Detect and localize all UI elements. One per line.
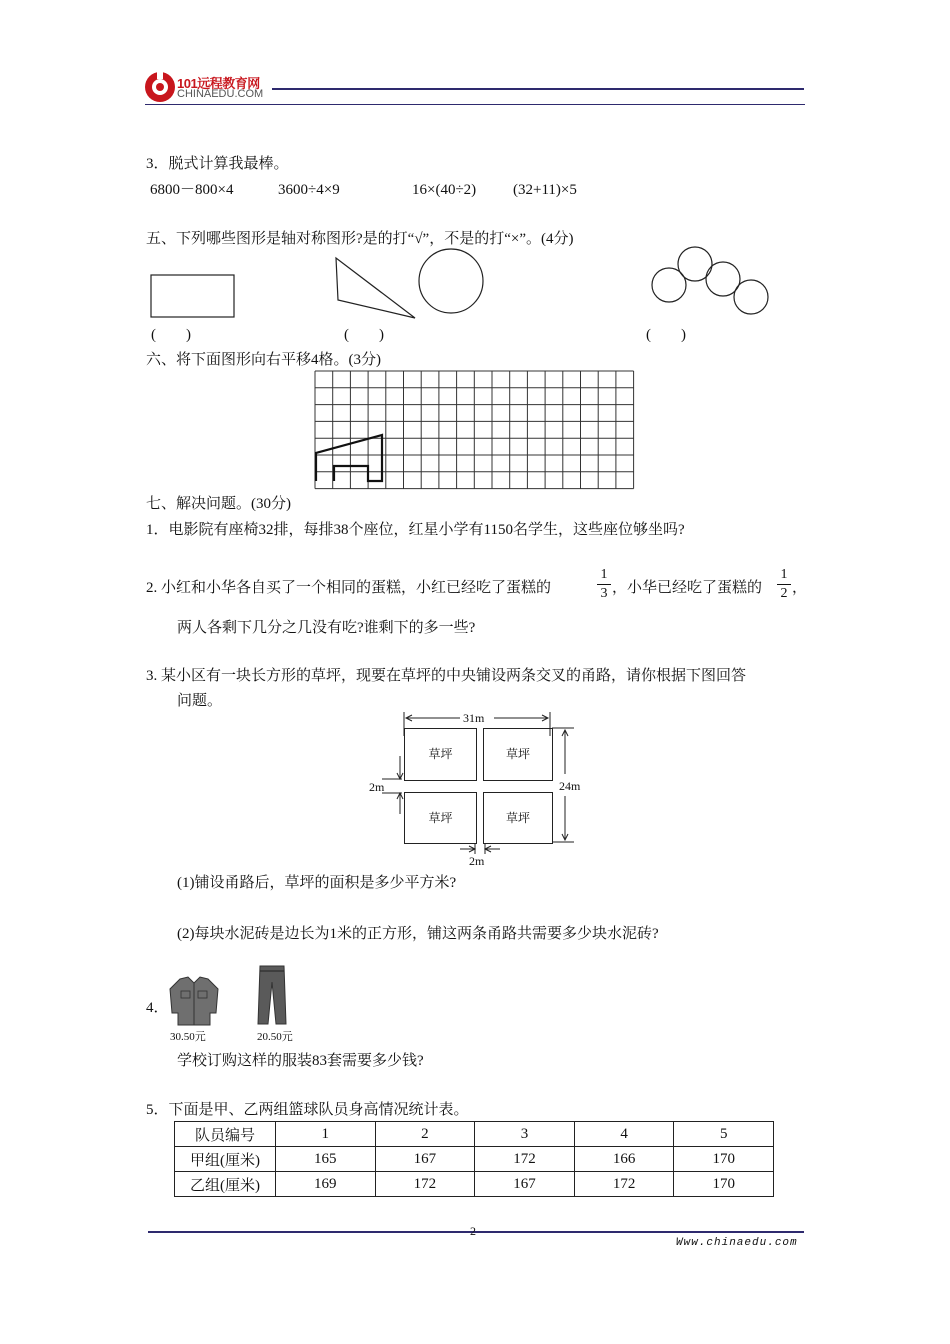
fraction-denominator: 3 [600,586,608,601]
fraction-numerator: 1 [780,567,788,582]
table-cell: 2 [375,1122,475,1147]
table-cell: 170 [674,1172,774,1197]
pants-icon [255,964,289,1026]
page-number: 2 [470,1224,476,1238]
table-cell: 队员编号 [175,1122,276,1147]
table-cell: 4 [574,1122,674,1147]
header-rule [272,88,804,90]
table-row [175,1147,774,1172]
question-3-sub-1: (1)铺设甬路后，草坪的面积是多少平方米? [177,875,457,891]
triangle-shape [336,258,415,318]
question-5-title: 5．下面是甲、乙两组篮球队员身高情况统计表。 [146,1102,469,1118]
question-2-part-c: ， [792,580,808,596]
rings-shape [652,247,768,314]
sec5-title: 五、下列哪些图形是轴对称图形?是的打“√”，不是的打“×”。(4分) [146,231,574,247]
answer-blank-2[interactable]: ( ) [344,327,384,343]
lawn-cell-bottom-right: 草坪 [483,792,553,844]
road-width-left-label: 2m [369,780,385,794]
grid-figure [316,435,382,481]
table-cell: 172 [574,1172,674,1197]
height-stats-table [174,1121,774,1197]
fraction-numerator: 1 [600,567,608,582]
lawn-cell-top-right: 草坪 [483,728,553,781]
fraction-denominator: 2 [780,586,788,601]
table-cell: 3 [475,1122,575,1147]
table-cell: 172 [475,1147,575,1172]
expr-1: 6800－800×4 [150,182,234,198]
sec3-title: 3．脱式计算我最棒。 [146,156,289,172]
logo-text-cn: 101远程教育网 [177,76,260,91]
footer-url: Www.chinaedu.com [676,1237,798,1249]
table-row [175,1172,774,1197]
jacket-icon [166,975,222,1027]
table-cell: 1 [276,1122,376,1147]
question-4-number: 4． [146,1000,169,1016]
pants-price: 20.50元 [257,1031,293,1043]
lawn-height-label: 24m [559,779,581,793]
question-3-sub-2: (2)每块水泥砖是边长为1米的正方形，铺这两条甬路共需要多少块水泥砖? [177,926,659,942]
expr-4: (32+11)×5 [513,182,577,198]
question-1: 1．电影院有座椅32排，每排38个座位，红星小学有1150名学生，这些座位够坐吗? [146,522,685,538]
table-cell: 乙组(厘米) [175,1172,276,1197]
lawn-cell-bottom-left: 草坪 [404,792,477,844]
question-2-part-a: 2. 小红和小华各自买了一个相同的蛋糕，小红已经吃了蛋糕的 [146,580,552,596]
question-2-part-b: ，小华已经吃了蛋糕的 [612,580,763,596]
table-cell: 169 [276,1172,376,1197]
lawn-width-label: 31m [463,711,485,725]
table-cell: 甲组(厘米) [175,1147,276,1172]
rectangle-shape [151,275,234,317]
table-cell: 167 [475,1172,575,1197]
header-rule-thin [145,104,805,105]
sec6-title: 六、将下面图形向右平移4格。(3分) [146,352,381,368]
table-cell: 165 [276,1147,376,1172]
table-cell: 167 [375,1147,475,1172]
logo-icon [143,70,177,104]
circle-shape [419,249,483,313]
lawn-diagram [360,706,600,866]
answer-blank-3[interactable]: ( ) [646,327,686,343]
sec7-title: 七、解决问题。(30分) [146,496,291,512]
jacket-price: 30.50元 [170,1031,206,1043]
fraction-bar [777,584,791,585]
fraction-one-third [597,567,611,602]
table-cell: 172 [375,1172,475,1197]
lawn-cell-top-left: 草坪 [404,728,477,781]
expr-2: 3600÷4×9 [278,182,340,198]
question-2-line-2: 两人各剩下几分之几没有吃?谁剩下的多一些? [177,620,476,636]
question-3-line-1: 3. 某小区有一块长方形的草坪，现要在草坪的中央铺设两条交叉的甬路，请你根据下图回答 [146,668,747,684]
logo-text-en: CHINAEDU.COM [177,88,264,100]
translation-grid [310,368,636,490]
question-4-text: 学校订购这样的服装83套需要多少钱? [177,1053,424,1069]
question-3-line-2: 问题。 [177,693,223,709]
table-cell: 5 [674,1122,774,1147]
fraction-one-half [777,567,791,602]
table-cell: 170 [674,1147,774,1172]
footer-rule [148,1231,804,1233]
road-width-bottom-label: 2m [469,854,485,868]
table-cell: 166 [574,1147,674,1172]
table-header-row [175,1122,774,1147]
fraction-bar [597,584,611,585]
expr-3: 16×(40÷2) [412,182,477,198]
answer-blank-1[interactable]: ( ) [151,327,191,343]
symmetry-shapes [140,240,790,330]
